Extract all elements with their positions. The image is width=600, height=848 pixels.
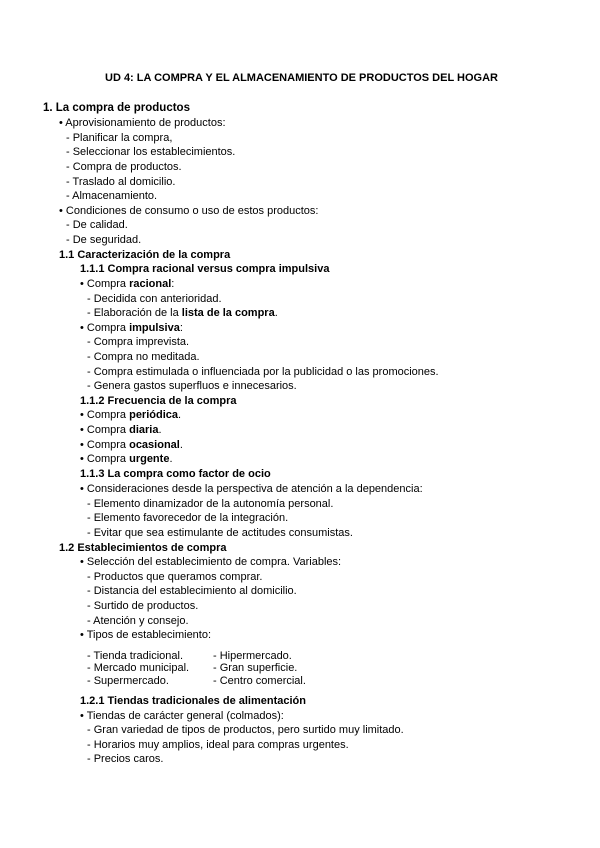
- list-item: - Planificar la compra,: [66, 132, 173, 144]
- section-1-1-heading: 1.1 Caracterización de la compra: [59, 249, 231, 261]
- list-item: - Compra imprevista.: [87, 336, 190, 348]
- section-1-2-1-heading: 1.2.1 Tiendas tradicionales de alimentación: [80, 695, 306, 707]
- section-1-heading: 1. La compra de productos: [43, 102, 190, 114]
- list-item: - Elaboración de la lista de la compra.: [87, 307, 278, 319]
- list-item: - Mercado municipal.: [87, 662, 190, 674]
- list-item: - Seleccionar los establecimientos.: [66, 146, 236, 158]
- list-item: - Genera gastos superfluos e innecesarios.: [87, 380, 297, 392]
- list-item: - Horarios muy amplios, ideal para compras urgentes.: [87, 739, 349, 751]
- impulsiva-bullet: • Compra impulsiva:: [80, 322, 183, 334]
- section-1-1-3-heading: 1.1.3 La compra como factor de ocio: [80, 468, 271, 480]
- section-1-1-2-heading: 1.1.2 Frecuencia de la compra: [80, 395, 237, 407]
- freq-bullet: • Compra diaria.: [80, 424, 162, 436]
- list-item: - Compra no meditada.: [87, 351, 200, 363]
- list-item: - Hipermercado.: [213, 650, 292, 662]
- list-item: - Elemento favorecedor de la integración.: [87, 512, 289, 524]
- freq-bullet: • Compra ocasional.: [80, 439, 183, 451]
- list-item: - Compra estimulada o influenciada por la publicidad o las promociones.: [87, 366, 439, 378]
- freq-bullet: • Compra urgente.: [80, 453, 173, 465]
- page-title: UD 4: LA COMPRA Y EL ALMACENAMIENTO DE PRODUCTOS DEL HOGAR: [105, 72, 498, 84]
- list-item: - Productos que queramos comprar.: [87, 571, 263, 583]
- list-item: - Compra de productos.: [66, 161, 182, 173]
- list-item: - Gran variedad de tipos de productos, pero surtido muy limitado.: [87, 724, 404, 736]
- sel-bullet: • Selección del establecimiento de compra. Variables:: [80, 556, 342, 568]
- racional-bullet: • Compra racional:: [80, 278, 175, 290]
- list-item: - Centro comercial.: [213, 675, 306, 687]
- gen-bullet: • Tiendas de carácter general (colmados):: [80, 710, 284, 722]
- tipos-bullet: • Tipos de establecimiento:: [80, 629, 212, 641]
- list-item: - Tienda tradicional.: [87, 650, 183, 662]
- list-item: - Distancia del establecimiento al domicilio.: [87, 585, 297, 597]
- list-item: - Supermercado.: [87, 675, 169, 687]
- cond-bullet: • Condiciones de consumo o uso de estos productos:: [59, 205, 319, 217]
- list-item: - Surtido de productos.: [87, 600, 199, 612]
- list-item: - De seguridad.: [66, 234, 142, 246]
- aprov-bullet: • Aprovisionamiento de productos:: [59, 117, 226, 129]
- list-item: - Gran superficie.: [213, 662, 298, 674]
- ocio-bullet: • Consideraciones desde la perspectiva de atención a la dependencia:: [80, 483, 423, 495]
- section-1-2-heading: 1.2 Establecimientos de compra: [59, 542, 227, 554]
- section-1-1-1-heading: 1.1.1 Compra racional versus compra impulsiva: [80, 263, 330, 275]
- list-item: - Atención y consejo.: [87, 615, 189, 627]
- list-item: - Evitar que sea estimulante de actitudes consumistas.: [87, 527, 353, 539]
- list-item: - Almacenamiento.: [66, 190, 158, 202]
- freq-bullet: • Compra periódica.: [80, 409, 182, 421]
- list-item: - De calidad.: [66, 219, 128, 231]
- list-item: - Elemento dinamizador de la autonomía personal.: [87, 498, 334, 510]
- list-item: - Decidida con anterioridad.: [87, 293, 222, 305]
- list-item: - Precios caros.: [87, 753, 164, 765]
- list-item: - Traslado al domicilio.: [66, 176, 176, 188]
